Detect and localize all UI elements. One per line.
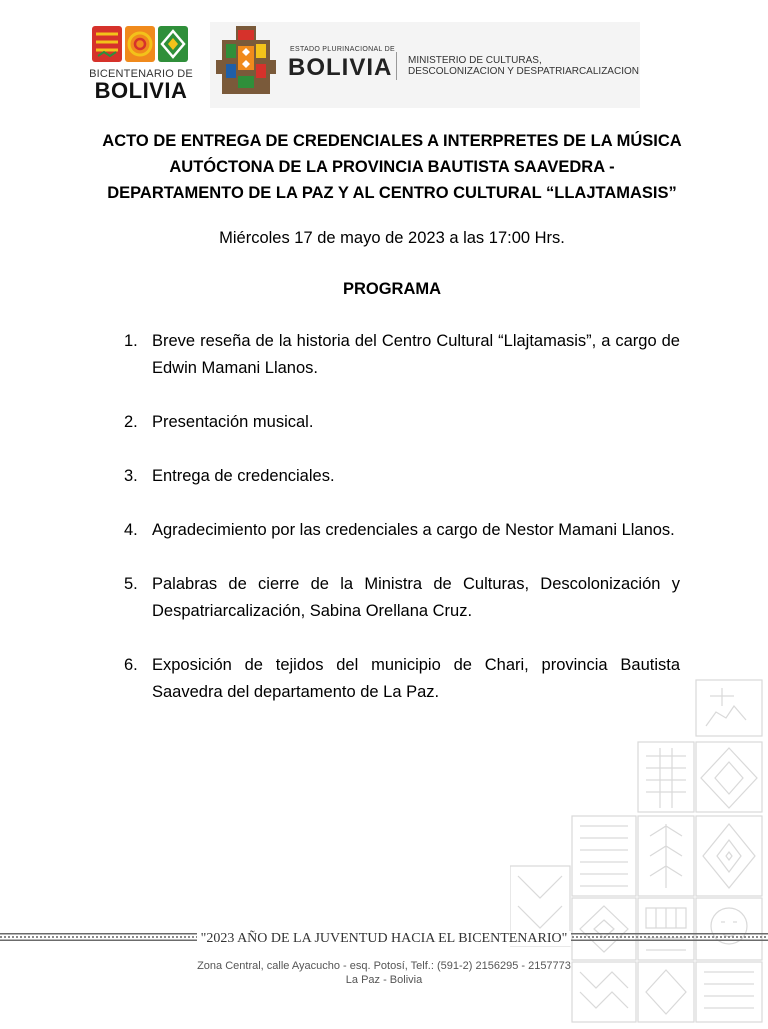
footer-address: Zona Central, calle Ayacucho - esq. Potosí, Telf.: (591-2) 2156295 - 2157773 — [197, 960, 571, 972]
letterhead — [0, 0, 768, 110]
footer-motto — [0, 931, 768, 947]
event-date: Miércoles 17 de mayo de 2023 a las 17:00 Hrs. — [219, 229, 565, 247]
item-number: 5. — [124, 575, 138, 593]
estado-plurinacional-logo — [210, 22, 640, 108]
item-number: 3. — [124, 467, 138, 485]
document-title — [100, 128, 684, 206]
ministerio-name — [408, 55, 639, 77]
bicentenario-bolivia-label: BOLIVIA — [94, 78, 188, 103]
andean-chakana-emblem-icon — [214, 24, 278, 96]
item-text: Palabras de cierre de la Ministra de Culturas, Descolonización y Despatriarcalización, Sabina Orellana Cruz. — [152, 575, 680, 620]
bicentenario-emblem-icon — [92, 26, 190, 64]
item-text: Entrega de credenciales. — [152, 467, 335, 485]
ministerio-line-2: DESCOLONIZACION Y DESPATRIARCALIZACION — [408, 66, 639, 77]
programa-item — [124, 409, 680, 436]
logo-divider — [396, 52, 397, 80]
footer-motto-text: "2023 AÑO DE LA JUVENTUD HACIA EL BICENTENARIO" — [197, 931, 572, 946]
footer-city: La Paz - Bolivia — [345, 974, 423, 986]
item-text: Agradecimiento por las credenciales a cargo de Nestor Mamani Llanos. — [152, 521, 675, 539]
programa-item — [124, 571, 680, 625]
bicentenario-logo — [88, 26, 194, 102]
ministerio-line-1: MINISTERIO DE CULTURAS, — [408, 55, 542, 66]
programa-list — [124, 328, 680, 733]
title-line-2: AUTÓCTONA DE LA PROVINCIA BAUTISTA SAAVEDRA - — [169, 158, 615, 176]
programa-item — [124, 517, 680, 544]
estado-plurinacional-label: ESTADO PLURINACIONAL DE — [290, 46, 395, 53]
programa-item — [124, 328, 680, 382]
item-text: Presentación musical. — [152, 413, 314, 431]
title-line-3: DEPARTAMENTO DE LA PAZ Y AL CENTRO CULTURAL “LLAJTAMASIS” — [107, 184, 677, 202]
item-number: 4. — [124, 521, 138, 539]
item-text: Exposición de tejidos del municipio de Chari, provincia Bautista Saavedra del departamento de La Paz. — [152, 656, 680, 701]
item-number: 2. — [124, 413, 138, 431]
item-number: 1. — [124, 332, 138, 350]
programa-item — [124, 463, 680, 490]
item-number: 6. — [124, 656, 138, 674]
estado-bolivia-label: BOLIVIA — [288, 54, 393, 81]
programa-heading: PROGRAMA — [342, 280, 442, 298]
bicentenario-label: BICENTENARIO DE — [89, 68, 193, 80]
item-text: Breve reseña de la historia del Centro Cultural “Llajtamasis”, a cargo de Edwin Mamani Llanos. — [152, 332, 680, 377]
title-line-1: ACTO DE ENTREGA DE CREDENCIALES A INTERPRETES DE LA MÚSICA — [102, 132, 682, 150]
